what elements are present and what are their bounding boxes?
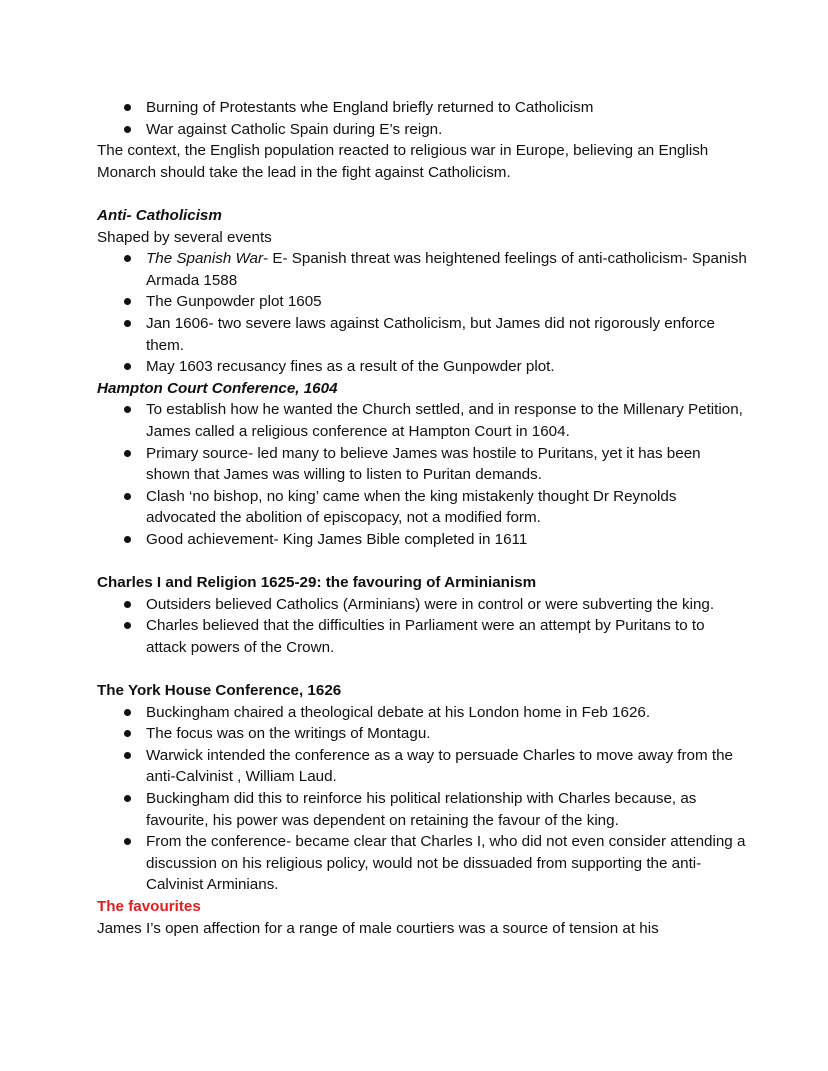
- spacer: [97, 183, 748, 205]
- section-heading-york-house: The York House Conference, 1626: [97, 682, 342, 700]
- section-heading-charles-religion: Charles I and Religion 1625-29: the favouring of Arminianism: [97, 574, 537, 592]
- list-item: Warwick intended the conference as a way to persuade Charles to move away from the anti-Calvinist , William Laud.: [97, 745, 748, 788]
- spanish-war-text: - E- Spanish threat was heightened feelings of anti-catholicism- Spanish Armada 1588: [146, 250, 747, 289]
- york-house-bullet-list: [97, 702, 748, 896]
- list-item: [97, 248, 748, 291]
- list-item: To establish how he wanted the Church settled, and in response to the Millenary Petition, James called a religious conference at Hampton Court in 1604.: [97, 399, 748, 442]
- list-item: Burning of Protestants whe England briefly returned to Catholicism: [97, 97, 748, 119]
- list-item: Outsiders believed Catholics (Arminians) were in control or were subverting the king.: [97, 594, 748, 616]
- anti-catholicism-bullet-list: [97, 248, 748, 378]
- list-item: The Gunpowder plot 1605: [97, 291, 748, 313]
- intro-bullet-list: [97, 97, 748, 140]
- context-paragraph: The context, the English population reacted to religious war in Europe, believing an English Monarch should take the lead in the fight against Catholicism.: [97, 142, 709, 181]
- list-item: Clash ‘no bishop, no king’ came when the king mistakenly thought Dr Reynolds advocated the abolition of episcopacy, not a modified form.: [97, 486, 748, 529]
- hampton-court-bullet-list: [97, 399, 748, 550]
- list-item: War against Catholic Spain during E’s reign.: [97, 119, 748, 141]
- charles-religion-bullet-list: [97, 594, 748, 659]
- spanish-war-title: The Spanish War: [146, 250, 264, 268]
- list-item: The focus was on the writings of Montagu.: [97, 723, 748, 745]
- list-item: Charles believed that the difficulties in Parliament were an attempt by Puritans to to attack powers of the Crown.: [97, 615, 748, 658]
- anti-catholicism-intro: Shaped by several events: [97, 228, 272, 246]
- list-item: Primary source- led many to believe James was hostile to Puritans, yet it has been shown that James was willing to listen to Puritan demands.: [97, 443, 748, 486]
- spacer: [97, 658, 748, 680]
- list-item: Buckingham did this to reinforce his political relationship with Charles because, as favourite, his power was dependent on retaining the favour of the king.: [97, 788, 748, 831]
- list-item: From the conference- became clear that Charles I, who did not even consider attending a discussion on his religious policy, would not be dissuaded from supporting the anti-Calvinist Arminians.: [97, 831, 748, 896]
- section-heading-hampton-court: Hampton Court Conference, 1604: [97, 379, 338, 397]
- spacer: [97, 550, 748, 572]
- list-item: Buckingham chaired a theological debate at his London home in Feb 1626.: [97, 702, 748, 724]
- favourites-paragraph: James I’s open affection for a range of male courtiers was a source of tension at his: [97, 919, 659, 937]
- section-heading-favourites: The favourites: [97, 897, 201, 915]
- list-item: May 1603 recusancy fines as a result of the Gunpowder plot.: [97, 356, 748, 378]
- list-item: Jan 1606- two severe laws against Catholicism, but James did not rigorously enforce them.: [97, 313, 748, 356]
- section-heading-anti-catholicism: Anti- Catholicism: [97, 206, 222, 224]
- list-item: Good achievement- King James Bible completed in 1611: [97, 529, 748, 551]
